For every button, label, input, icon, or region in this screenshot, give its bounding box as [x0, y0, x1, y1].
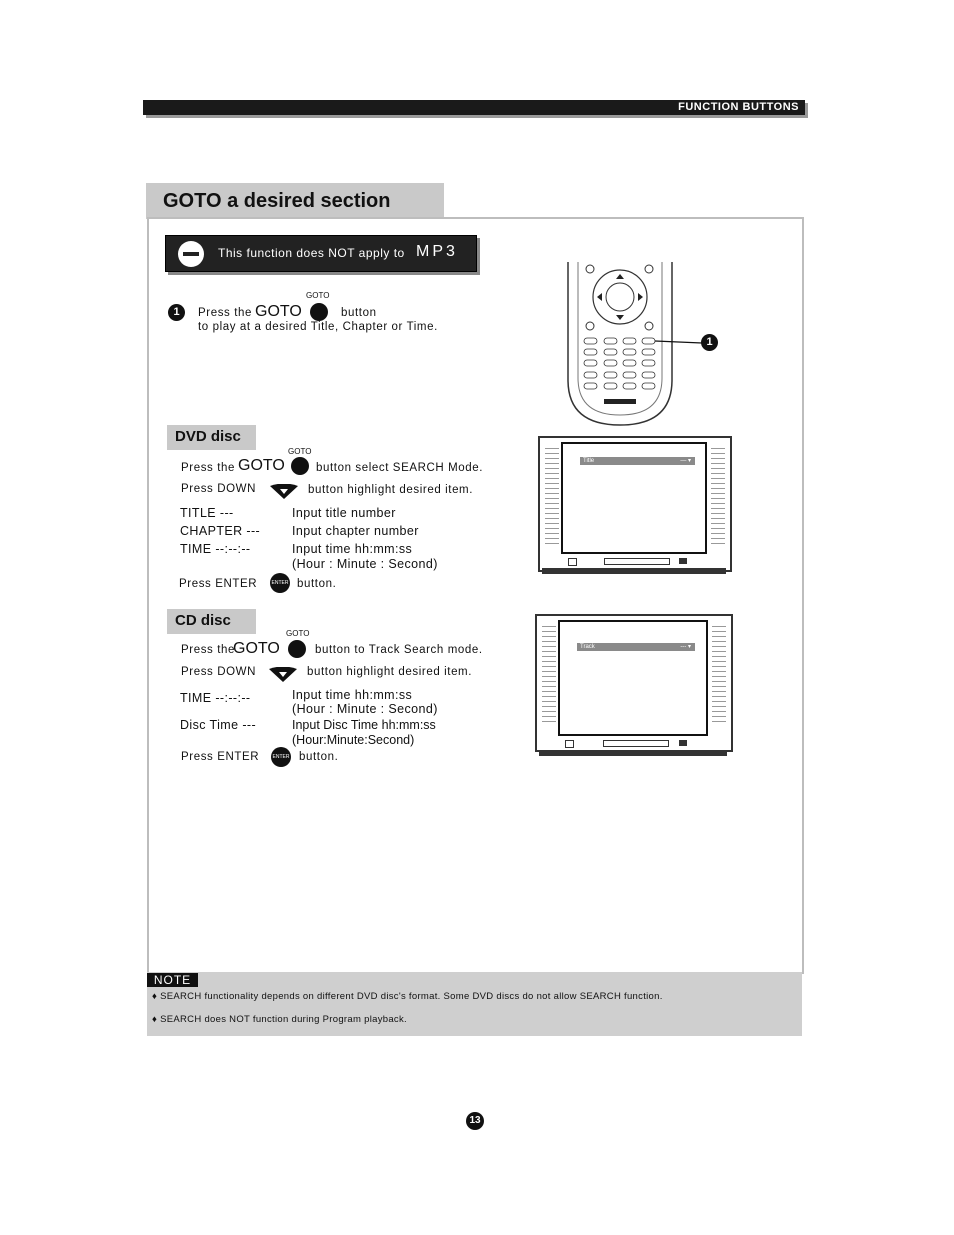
track-search-bar: [577, 643, 695, 651]
dvd-press-enter: Press ENTER: [179, 578, 258, 590]
cd-press-enter: Press ENTER: [181, 751, 260, 763]
warning-format: MP3: [416, 243, 458, 260]
dvd-row-label: CHAPTER ---: [180, 524, 261, 538]
power-indicator: [565, 740, 574, 748]
cd-tv-illustration: [535, 614, 733, 752]
section-title-tab: [146, 183, 444, 219]
note-label: NOTE: [147, 973, 198, 987]
enter-button-icon: ENTER: [270, 573, 290, 593]
cd-goto-caption: GOTO: [286, 629, 310, 638]
cd-goto-button-icon: [288, 640, 306, 658]
cd-disc-time-label: Disc Time ---: [180, 718, 257, 732]
title-search-bar: [580, 457, 695, 465]
header-bar: [143, 100, 805, 115]
cd-goto-key: GOTO: [233, 640, 280, 657]
power-indicator: [568, 558, 577, 566]
cd-heading-tab: [167, 609, 256, 634]
remote-callout-1: 1: [701, 334, 718, 351]
tv-button: [679, 558, 687, 564]
bullet-icon: ♦: [152, 1014, 158, 1025]
speaker-grill-right: [712, 626, 726, 726]
step1-line2: to play at a desired Title, Chapter or Time.: [198, 321, 438, 333]
page-number: 13: [466, 1112, 484, 1130]
cd-press-down: Press DOWN: [181, 666, 256, 678]
screen-title-value: — ▾: [680, 458, 691, 464]
tv-base: [539, 750, 727, 756]
dvd-row-label: TIME --:--:--: [180, 542, 251, 556]
disc-slot: [604, 558, 670, 565]
tv-screen: [558, 620, 708, 736]
dvd-goto-button-icon: [291, 457, 309, 475]
dvd-goto-key: GOTO: [238, 457, 285, 474]
dvd-press-down: Press DOWN: [181, 483, 256, 495]
goto-caption: GOTO: [306, 291, 330, 300]
speaker-grill-left: [545, 448, 559, 548]
dvd-row-desc: Input chapter number: [292, 524, 419, 538]
note-item: [152, 991, 663, 1002]
page-title: GOTO a desired section: [163, 190, 391, 212]
dvd-heading-tab: [167, 425, 256, 450]
dvd-row-desc: Input time hh:mm:ss: [292, 542, 413, 556]
dvd-enter-desc: button.: [297, 578, 337, 590]
screen-title-label: Title: [583, 458, 595, 464]
tv-screen: [561, 442, 707, 554]
note-item: [152, 1014, 407, 1025]
cd-disc-time-desc: Input Disc Time hh:mm:ss: [292, 718, 436, 732]
tv-base: [542, 568, 726, 574]
step1-button-word: button: [341, 307, 377, 319]
tv-button: [679, 740, 687, 746]
cd-goto-desc: button to Track Search mode.: [315, 644, 483, 656]
dvd-goto-caption: GOTO: [288, 447, 312, 456]
bullet-icon: ♦: [152, 991, 158, 1002]
dvd-heading: DVD disc: [175, 428, 241, 445]
cd-heading: CD disc: [175, 612, 231, 629]
warning-text: This function does NOT apply to: [218, 246, 405, 260]
dvd-tv-illustration: [538, 436, 732, 572]
cd-enter-desc: button.: [299, 751, 339, 763]
speaker-grill-right: [711, 448, 725, 548]
cd-time-label: TIME --:--:--: [180, 691, 251, 705]
no-entry-icon: [178, 241, 204, 267]
screen-track-value: --- ▾: [680, 644, 691, 650]
dvd-press-the: Press the: [181, 462, 235, 474]
cd-press-the: Press the: [181, 644, 235, 656]
cd-time-note: (Hour : Minute : Second): [292, 702, 438, 716]
dvd-time-note: (Hour : Minute : Second): [292, 557, 438, 571]
goto-button-icon: [310, 303, 328, 321]
cd-enter-button-icon: ENTER: [271, 747, 291, 767]
header-label: FUNCTION BUTTONS: [678, 101, 799, 113]
disc-slot: [603, 740, 669, 747]
step-number-1: 1: [168, 304, 185, 321]
step1-goto-key: GOTO: [255, 303, 302, 320]
cd-time-desc: Input time hh:mm:ss: [292, 688, 413, 702]
down-arrow-icon: [270, 484, 298, 499]
remote-control-illustration: [560, 260, 720, 430]
mp3-warning-box: [165, 235, 477, 272]
screen-track-label: Track: [580, 644, 595, 650]
note-area: [147, 972, 802, 1036]
dvd-row-label: TITLE ---: [180, 506, 234, 520]
dvd-row-desc: Input title number: [292, 506, 396, 520]
dvd-down-desc: button highlight desired item.: [308, 484, 474, 496]
step1-press-the: Press the: [198, 307, 252, 319]
note-item-text: SEARCH does NOT function during Program playback.: [160, 1014, 407, 1025]
cd-down-arrow-icon: [269, 667, 297, 682]
dvd-goto-desc: button select SEARCH Mode.: [316, 462, 484, 474]
speaker-grill-left: [542, 626, 556, 726]
note-item-text: SEARCH functionality depends on different DVD disc's format. Some DVD discs do not allow SEARCH function.: [160, 991, 663, 1002]
cd-down-desc: button highlight desired item.: [307, 666, 473, 678]
cd-disc-time-note: (Hour:Minute:Second): [292, 733, 415, 747]
